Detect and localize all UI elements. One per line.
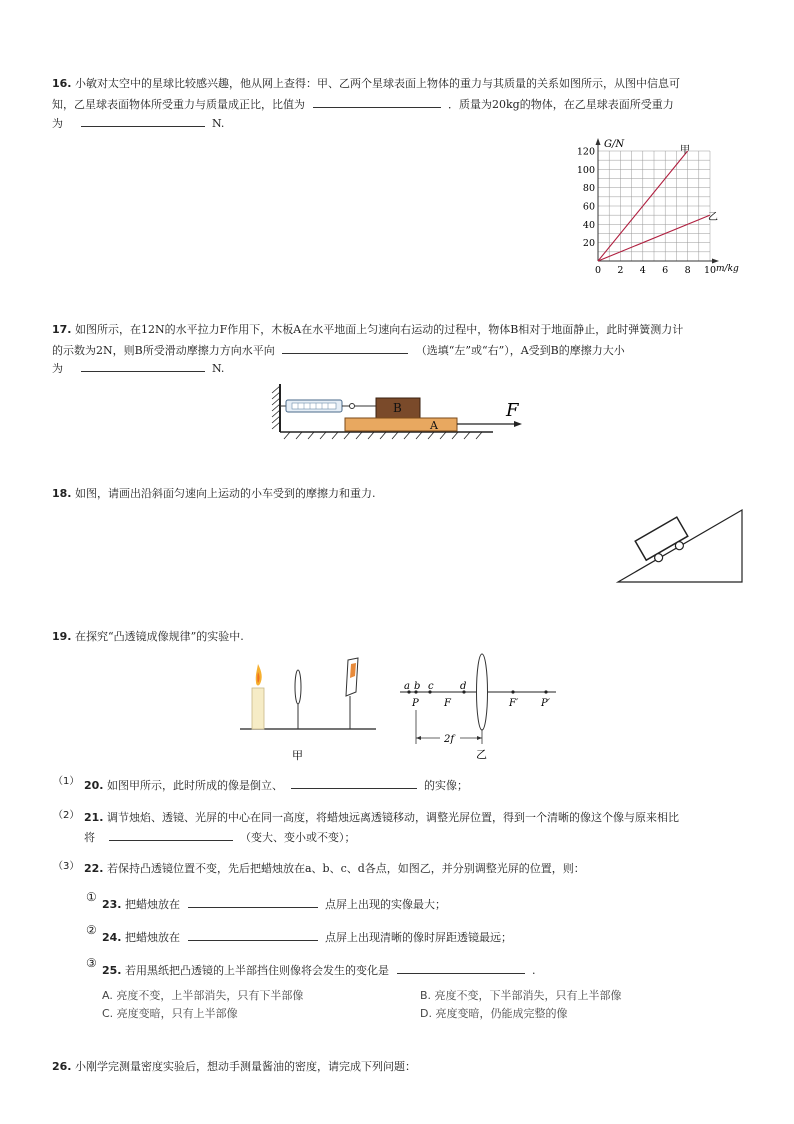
q25-number: 25.	[102, 964, 122, 977]
q16-line3a: 为	[52, 117, 63, 130]
wall-hatch	[272, 386, 280, 429]
option-c[interactable]: C. 亮度变暗，只有上半部像	[102, 1007, 238, 1020]
x-tick-label: 6	[662, 265, 669, 276]
y-tick-label: 80	[582, 183, 595, 195]
q17-blank-friction[interactable]	[81, 360, 205, 372]
twof-label: 2f	[444, 734, 455, 745]
y-tick-label: 100	[576, 164, 595, 176]
graph-label-yi: 乙	[708, 212, 718, 223]
sub2-index: （2）	[53, 810, 80, 821]
lens-yi	[477, 654, 488, 730]
q19-figure-yi	[396, 652, 560, 764]
graph-axes	[596, 138, 720, 264]
option-b[interactable]: B. 亮度不变，下半部消失，只有上半部像	[420, 989, 622, 1002]
fig-yi-label: 乙	[476, 748, 487, 761]
q26-text: 小刚学完测量密度实验后，想动手测量酱油的密度，请完成下列问题：	[75, 1060, 416, 1073]
x-tick-label: 10	[703, 265, 717, 276]
q20-number: 20.	[84, 779, 104, 792]
point-F-prime: F′	[509, 698, 519, 709]
q25-blank[interactable]	[397, 962, 525, 974]
q21-blank[interactable]	[109, 829, 233, 841]
board-a	[345, 418, 457, 431]
q17-line2b: （选填“左”或“右”），A受到B的摩擦力大小	[415, 344, 625, 357]
item3-circle: ③	[86, 956, 97, 970]
point-d: d	[460, 681, 467, 692]
item2-circle: ②	[86, 923, 97, 937]
q17-blank-direction[interactable]	[282, 342, 408, 354]
q16-line1: 小敏对太空中的星球比较感兴趣，他从网上查得：甲、乙两个星球表面上物体的重力与其质量的关系如图所示，从图中信息可	[75, 77, 680, 90]
q23-number: 23.	[102, 898, 122, 911]
point-P: P	[412, 698, 419, 709]
q22-number: 22.	[84, 862, 104, 875]
q22-text: 若保持凸透镜位置不变，先后把蜡烛放在a、b、c、d各点，如图乙，并分别调整光屏的位置，则：	[107, 862, 585, 875]
x-tick-label: 0	[594, 265, 602, 276]
q26-number: 26.	[52, 1060, 72, 1073]
option-d[interactable]: D. 亮度变暗，仍能成完整的像	[420, 1007, 568, 1020]
y-tick-label: 120	[576, 146, 595, 158]
sub3-index: （3）	[53, 861, 80, 872]
point-a: a	[404, 681, 410, 692]
q17-line3b: N.	[212, 362, 225, 375]
graph-grid	[598, 151, 710, 261]
q21-number: 21.	[84, 811, 104, 824]
q25-text-a: 若用黑纸把凸透镜的上半部挡住则像将会发生的变化是	[125, 964, 389, 977]
x-tick-label: 8	[684, 265, 691, 276]
q24-text-b: 点屏上出现清晰的像时屏距透镜最远；	[325, 931, 512, 944]
point-c: c	[428, 681, 434, 692]
q16-blank-gravity[interactable]	[81, 115, 205, 127]
q23-text-a: 把蜡烛放在	[125, 898, 180, 911]
graph-ylabel: G/N	[604, 139, 625, 150]
q16-graph	[570, 136, 750, 280]
q18-figure	[614, 506, 748, 586]
q16-line3b: N.	[212, 117, 225, 130]
y-tick-label: 40	[582, 219, 595, 231]
graph-label-jia: 甲	[680, 145, 690, 156]
fig-jia-label: 甲	[292, 749, 303, 762]
x-tick-label: 2	[617, 265, 624, 276]
force-label: F	[506, 400, 519, 421]
q19-number: 19.	[52, 630, 72, 643]
q17-number: 17.	[52, 323, 72, 336]
q19-figure-jia	[240, 654, 378, 764]
q24-text-a: 把蜡烛放在	[125, 931, 180, 944]
q23-text-b: 点屏上出现的实像最大；	[325, 898, 446, 911]
sub1-index: （1）	[53, 776, 80, 787]
block-b-label: B	[393, 401, 402, 415]
x-tick-label: 4	[639, 265, 646, 276]
q21-text-b: 将	[84, 831, 95, 844]
point-b: b	[414, 681, 421, 692]
q25-text-b: .	[532, 964, 536, 977]
q18-text: 如图，请画出沿斜面匀速向上运动的小车受到的摩擦力和重力.	[75, 487, 376, 500]
y-tick-label: 20	[582, 238, 595, 250]
board-a-label: A	[430, 419, 438, 432]
q23-blank[interactable]	[188, 896, 318, 908]
graph-xlabel: m/kg	[716, 264, 739, 274]
q16-number: 16.	[52, 77, 72, 90]
q17-line2a: 的示数为2N，则B所受滑动摩擦力方向水平向	[52, 344, 275, 357]
q24-blank[interactable]	[188, 929, 318, 941]
q20-text-a: 如图甲所示，此时所成的像是倒立、	[107, 779, 283, 792]
graph-xticks	[595, 265, 716, 276]
q17-figure	[268, 382, 528, 440]
q18-number: 18.	[52, 487, 72, 500]
candle	[252, 688, 264, 729]
q16-line2a: 知，乙星球表面物体所受重力与质量成正比，比值为	[52, 98, 305, 111]
q17-line3a: 为	[52, 362, 63, 375]
q20-text-b: 的实像；	[424, 779, 468, 792]
lens-jia	[295, 670, 301, 704]
q20-blank[interactable]	[291, 777, 417, 789]
q16-line2b: ．质量为20kg的物体，在乙星球表面所受重力	[448, 98, 674, 111]
item1-circle: ①	[86, 890, 97, 904]
point-F: F	[444, 698, 451, 709]
option-a[interactable]: A. 亮度不变，上半部消失，只有下半部像	[102, 989, 304, 1002]
y-tick-label: 60	[582, 201, 595, 213]
q21-text-a: 调节烛焰、透镜、光屏的中心在同一高度，将蜡烛远离透镜移动，调整光屏位置，得到一个清晰的像这个像与原来相比	[107, 811, 679, 824]
q24-number: 24.	[102, 931, 122, 944]
q17-line1: 如图所示，在12N的水平拉力F作用下，木板A在水平地面上匀速向右运动的过程中，物体B相对于地面静止，此时弹簧测力计	[75, 323, 684, 336]
q19-text: 在探究“凸透镜成像规律”的实验中.	[75, 630, 244, 643]
q21-text-c: （变大、变小或不变）；	[240, 831, 356, 844]
ground-hatch	[284, 432, 482, 439]
point-P-prime: P′	[541, 698, 550, 709]
graph-yticks	[577, 147, 595, 250]
q16-blank-ratio[interactable]	[313, 96, 441, 108]
